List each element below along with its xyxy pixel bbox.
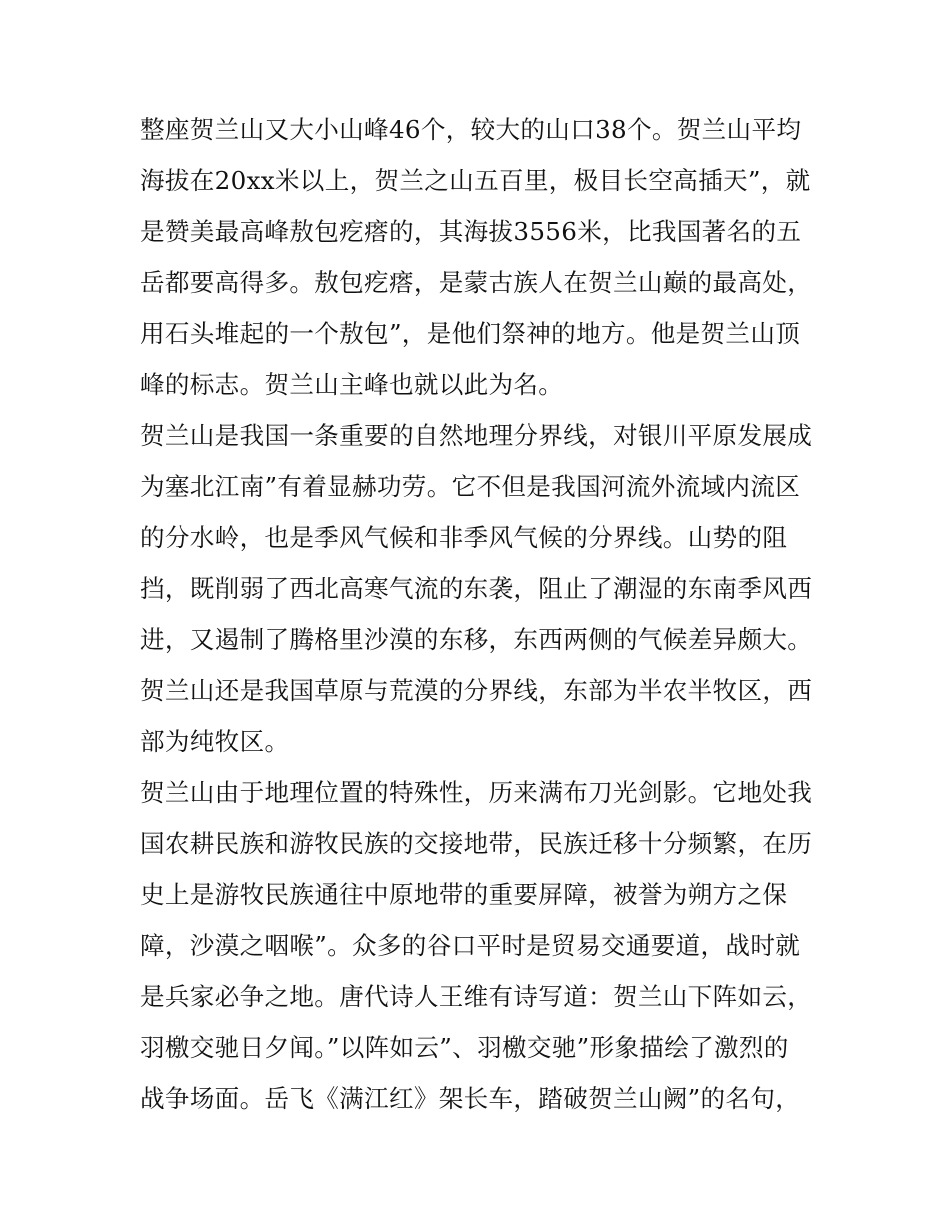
text-line: 是赞美最高峰敖包疙瘩的，其海拔3556米，比我国著名的五	[140, 217, 802, 246]
text-line: 整座贺兰山又大小山峰46个，较大的山口38个。贺兰山平均	[140, 115, 802, 144]
text-line: 羽檄交驰日夕闻。”以阵如云”、羽檄交驰”形象描绘了激烈的	[140, 1033, 789, 1062]
text-line: 障，沙漠之咽喉”。众多的谷口平时是贸易交通要道，战时就	[140, 931, 801, 960]
text-line: 战争场面。岳飞《满江红》架长车，踏破贺兰山阙”的名句，	[140, 1084, 801, 1113]
text-line: 为塞北江南”有着显赫功劳。它不但是我国河流外流域内流区	[140, 472, 801, 501]
text-line: 部为纯牧区。	[140, 727, 290, 756]
text-line: 国农耕民族和游牧民族的交接地带，民族迁移十分频繁，在历	[140, 829, 813, 858]
text-line: 海拔在20xx米以上，贺兰之山五百里，极目长空高插天”，就	[140, 166, 811, 195]
text-line: 岳都要高得多。敖包疙瘩，是蒙古族人在贺兰山巅的最高处，	[140, 268, 813, 297]
text-line: 贺兰山是我国一条重要的自然地理分界线，对银川平原发展成	[140, 421, 813, 450]
document-body	[140, 104, 816, 1124]
text-line: 的分水岭，也是季风气候和非季风气候的分界线。山势的阻	[140, 523, 788, 552]
text-line: 峰的标志。贺兰山主峰也就以此为名。	[140, 370, 564, 399]
text-line: 挡，既削弱了西北高寒气流的东袭，阻止了潮湿的东南季风西	[140, 574, 813, 603]
text-line: 用石头堆起的一个敖包”，是他们祭神的地方。他是贺兰山顶	[140, 319, 801, 348]
text-line: 史上是游牧民族通往中原地带的重要屏障，被誉为朔方之保	[140, 880, 788, 909]
text-line: 是兵家必争之地。唐代诗人王维有诗写道：贺兰山下阵如云，	[140, 982, 813, 1011]
text-line: 进，又遏制了腾格里沙漠的东移，东西两侧的气候差异颇大。	[140, 625, 813, 654]
text-line: 贺兰山由于地理位置的特殊性，历来满布刀光剑影。它地处我	[140, 778, 813, 807]
text-line: 贺兰山还是我国草原与荒漠的分界线，东部为半农半牧区，西	[140, 676, 813, 705]
